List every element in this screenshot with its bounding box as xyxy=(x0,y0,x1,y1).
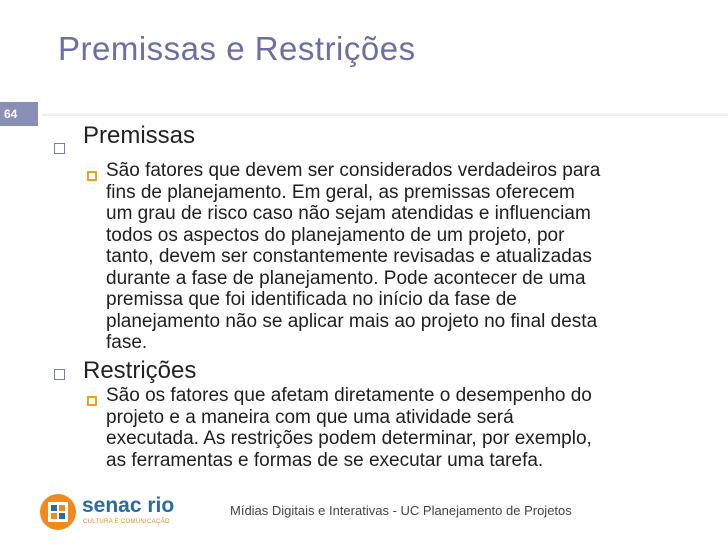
level1-bullet-icon xyxy=(54,143,65,154)
paragraph-line: projeto e a maneira com que uma atividade será xyxy=(106,406,514,428)
paragraph-line: um grau de risco caso não sejam atendidas e influenciam xyxy=(106,203,591,224)
paragraph-line: planejamento não se aplicar mais ao projeto no final desta xyxy=(106,310,598,332)
paragraph-line: São fatores que devem ser considerados verdadeiros para xyxy=(106,160,601,181)
page-number-badge: 64 xyxy=(0,102,38,126)
level2-bullet-icon xyxy=(87,396,97,406)
premissas-paragraph xyxy=(106,160,716,354)
logo-wordmark: senac rio xyxy=(82,494,175,517)
slide-title: Premissas e Restrições xyxy=(58,30,416,67)
title-divider xyxy=(42,113,728,116)
footer-text: Mídias Digitais e Interativas - UC Planejamento de Projetos xyxy=(230,503,572,518)
paragraph-line: fins de planejamento. Em geral, as premissas oferecem xyxy=(106,181,575,203)
logo-tagline: CULTURA E COMUNICAÇÃO xyxy=(83,519,170,525)
level2-bullet-icon xyxy=(87,171,97,181)
paragraph-line: fase. xyxy=(106,332,148,353)
paragraph-line: durante a fase de planejamento. Pode acontecer de uma xyxy=(106,267,586,289)
paragraph-line: premissa que foi identificada no início da fase de xyxy=(106,289,517,310)
level1-bullet-icon xyxy=(54,369,65,380)
section-heading-premissas: Premissas xyxy=(83,122,196,149)
senac-rio-logo xyxy=(38,492,198,532)
paragraph-line: tanto, devem ser constantemente revisadas e atualizadas xyxy=(106,246,592,267)
section-heading-restricoes: Restrições xyxy=(83,357,197,384)
restricoes-paragraph xyxy=(106,385,716,471)
paragraph-line: São os fatores que afetam diretamente o desempenho do xyxy=(106,385,592,406)
paragraph-line: todos os aspectos do planejamento de um projeto, por xyxy=(106,224,565,246)
paragraph-line: executada. As restrições podem determinar, por exemplo, xyxy=(106,428,592,449)
senac-logo-icon xyxy=(38,492,78,532)
paragraph-line: as ferramentas e formas de se executar uma tarefa. xyxy=(106,449,544,471)
